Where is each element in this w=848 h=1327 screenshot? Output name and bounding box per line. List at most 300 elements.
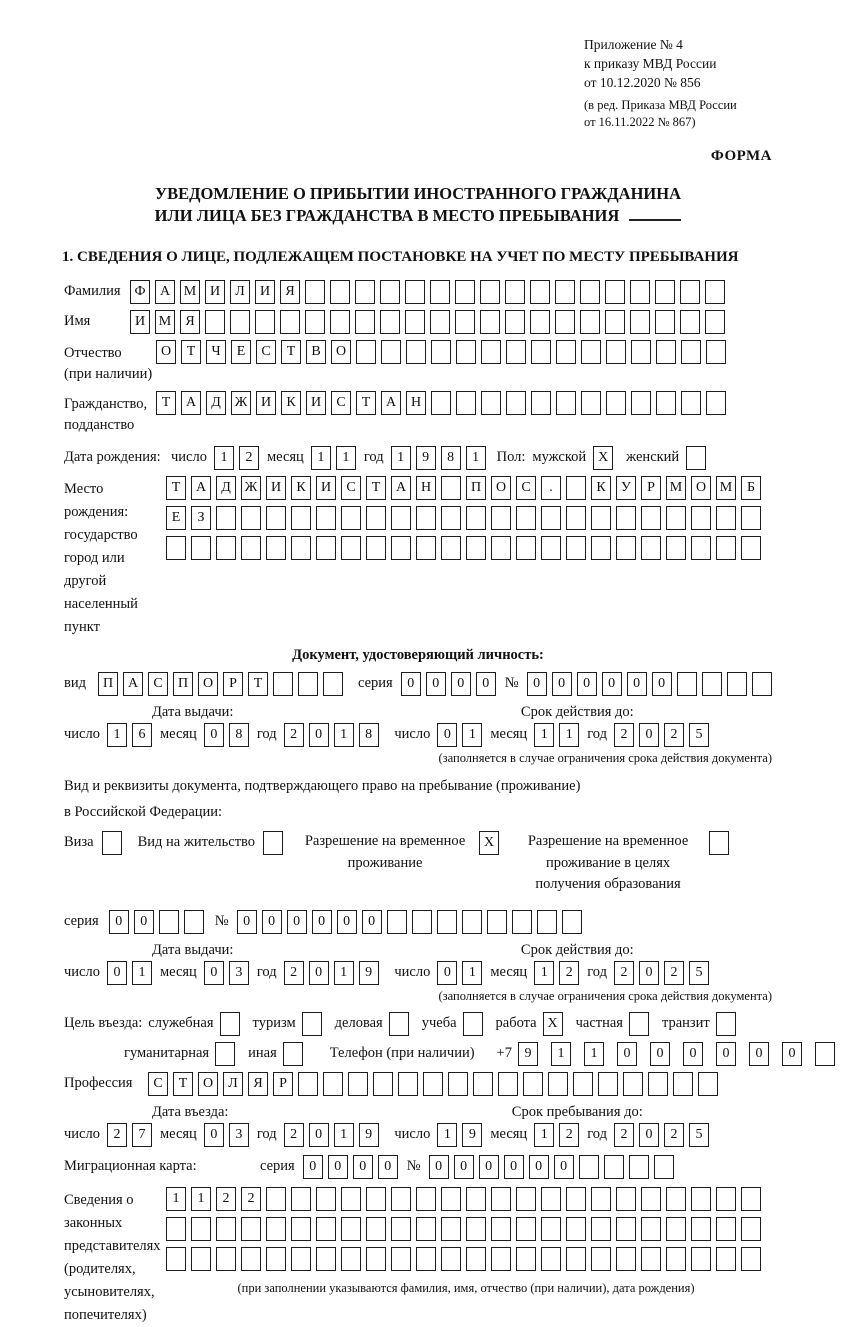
char-cell[interactable]: [205, 310, 225, 334]
char-cell[interactable]: А: [123, 672, 143, 696]
char-cell[interactable]: [480, 310, 500, 334]
char-cell[interactable]: [456, 391, 476, 415]
char-cell[interactable]: [616, 536, 636, 560]
char-cell[interactable]: [266, 536, 286, 560]
char-cell[interactable]: [641, 536, 661, 560]
char-cell[interactable]: Я: [248, 1072, 268, 1096]
purpose-study-checkbox[interactable]: [463, 1012, 483, 1036]
char-cell[interactable]: [591, 1187, 611, 1211]
char-cell[interactable]: [591, 1247, 611, 1271]
char-cell[interactable]: [391, 1217, 411, 1241]
char-cell[interactable]: [598, 1072, 618, 1096]
char-cell[interactable]: [656, 340, 676, 364]
char-cell[interactable]: [691, 1247, 711, 1271]
char-cell[interactable]: [541, 1217, 561, 1241]
char-cell[interactable]: [266, 1217, 286, 1241]
char-cell[interactable]: 2: [664, 961, 684, 985]
purpose-humanitarian-checkbox[interactable]: [215, 1042, 235, 1066]
char-cell[interactable]: 2: [284, 961, 304, 985]
char-cell[interactable]: Н: [416, 476, 436, 500]
char-cell[interactable]: 1: [534, 1123, 554, 1147]
char-cell[interactable]: [702, 672, 722, 696]
char-cell[interactable]: [291, 1187, 311, 1211]
char-cell[interactable]: 1: [334, 723, 354, 747]
char-cell[interactable]: [456, 340, 476, 364]
char-cell[interactable]: [691, 1217, 711, 1241]
char-cell[interactable]: [616, 1187, 636, 1211]
char-cell[interactable]: [741, 1187, 761, 1211]
char-cell[interactable]: 1: [551, 1042, 571, 1066]
char-cell[interactable]: [341, 1217, 361, 1241]
char-cell[interactable]: [681, 340, 701, 364]
char-cell[interactable]: 0: [749, 1042, 769, 1066]
char-cell[interactable]: И: [256, 391, 276, 415]
char-cell[interactable]: [541, 1187, 561, 1211]
char-cell[interactable]: [677, 672, 697, 696]
char-cell[interactable]: [815, 1042, 835, 1066]
char-cell[interactable]: М: [716, 476, 736, 500]
char-cell[interactable]: С: [516, 476, 536, 500]
char-cell[interactable]: 0: [479, 1155, 499, 1179]
char-cell[interactable]: Д: [216, 476, 236, 500]
char-cell[interactable]: [556, 391, 576, 415]
purpose-work-checkbox[interactable]: X: [543, 1012, 563, 1036]
char-cell[interactable]: [516, 1187, 536, 1211]
char-cell[interactable]: [741, 536, 761, 560]
char-cell[interactable]: [566, 536, 586, 560]
char-cell[interactable]: 0: [602, 672, 622, 696]
char-cell[interactable]: 6: [132, 723, 152, 747]
char-cell[interactable]: [441, 506, 461, 530]
char-cell[interactable]: Е: [166, 506, 186, 530]
char-cell[interactable]: 0: [454, 1155, 474, 1179]
char-cell[interactable]: [616, 1247, 636, 1271]
char-cell[interactable]: [356, 340, 376, 364]
char-cell[interactable]: [416, 1247, 436, 1271]
char-cell[interactable]: Е: [231, 340, 251, 364]
char-cell[interactable]: 1: [214, 446, 234, 470]
char-cell[interactable]: [166, 536, 186, 560]
char-cell[interactable]: [531, 391, 551, 415]
char-cell[interactable]: О: [491, 476, 511, 500]
char-cell[interactable]: 0: [639, 961, 659, 985]
char-cell[interactable]: [566, 1217, 586, 1241]
char-cell[interactable]: 0: [617, 1042, 637, 1066]
char-cell[interactable]: И: [130, 310, 150, 334]
char-cell[interactable]: [680, 310, 700, 334]
char-cell[interactable]: [505, 280, 525, 304]
char-cell[interactable]: [412, 910, 432, 934]
char-cell[interactable]: [666, 1187, 686, 1211]
char-cell[interactable]: 1: [336, 446, 356, 470]
char-cell[interactable]: [606, 340, 626, 364]
char-cell[interactable]: [341, 506, 361, 530]
char-cell[interactable]: 0: [204, 1123, 224, 1147]
char-cell[interactable]: [616, 1217, 636, 1241]
char-cell[interactable]: С: [148, 672, 168, 696]
char-cell[interactable]: Ч: [206, 340, 226, 364]
char-cell[interactable]: [706, 340, 726, 364]
char-cell[interactable]: [355, 280, 375, 304]
char-cell[interactable]: [630, 280, 650, 304]
char-cell[interactable]: 0: [627, 672, 647, 696]
char-cell[interactable]: О: [198, 672, 218, 696]
char-cell[interactable]: [716, 1247, 736, 1271]
char-cell[interactable]: [741, 506, 761, 530]
char-cell[interactable]: [655, 280, 675, 304]
char-cell[interactable]: [705, 280, 725, 304]
char-cell[interactable]: [348, 1072, 368, 1096]
char-cell[interactable]: [159, 910, 179, 934]
char-cell[interactable]: [541, 1247, 561, 1271]
char-cell[interactable]: [641, 1247, 661, 1271]
char-cell[interactable]: [398, 1072, 418, 1096]
char-cell[interactable]: [666, 1217, 686, 1241]
char-cell[interactable]: [691, 506, 711, 530]
char-cell[interactable]: 2: [664, 723, 684, 747]
char-cell[interactable]: 0: [426, 672, 446, 696]
char-cell[interactable]: [216, 1217, 236, 1241]
char-cell[interactable]: Т: [181, 340, 201, 364]
char-cell[interactable]: [431, 391, 451, 415]
char-cell[interactable]: [605, 310, 625, 334]
char-cell[interactable]: [481, 391, 501, 415]
char-cell[interactable]: [241, 506, 261, 530]
char-cell[interactable]: С: [148, 1072, 168, 1096]
char-cell[interactable]: [655, 310, 675, 334]
char-cell[interactable]: [555, 280, 575, 304]
char-cell[interactable]: [466, 1217, 486, 1241]
char-cell[interactable]: 1: [559, 723, 579, 747]
char-cell[interactable]: [184, 910, 204, 934]
char-cell[interactable]: М: [180, 280, 200, 304]
char-cell[interactable]: 0: [504, 1155, 524, 1179]
char-cell[interactable]: 0: [650, 1042, 670, 1066]
char-cell[interactable]: И: [306, 391, 326, 415]
char-cell[interactable]: Б: [741, 476, 761, 500]
char-cell[interactable]: 9: [359, 1123, 379, 1147]
char-cell[interactable]: 0: [262, 910, 282, 934]
char-cell[interactable]: 1: [534, 723, 554, 747]
char-cell[interactable]: 0: [577, 672, 597, 696]
char-cell[interactable]: [441, 1217, 461, 1241]
char-cell[interactable]: 1: [311, 446, 331, 470]
char-cell[interactable]: 0: [312, 910, 332, 934]
char-cell[interactable]: [505, 310, 525, 334]
char-cell[interactable]: [466, 506, 486, 530]
char-cell[interactable]: [166, 1217, 186, 1241]
char-cell[interactable]: [431, 340, 451, 364]
char-cell[interactable]: [716, 1187, 736, 1211]
char-cell[interactable]: [216, 506, 236, 530]
char-cell[interactable]: 8: [229, 723, 249, 747]
char-cell[interactable]: А: [181, 391, 201, 415]
char-cell[interactable]: 2: [241, 1187, 261, 1211]
char-cell[interactable]: 0: [683, 1042, 703, 1066]
char-cell[interactable]: [466, 536, 486, 560]
char-cell[interactable]: 0: [451, 672, 471, 696]
char-cell[interactable]: 0: [362, 910, 382, 934]
char-cell[interactable]: 0: [554, 1155, 574, 1179]
char-cell[interactable]: С: [341, 476, 361, 500]
char-cell[interactable]: [291, 536, 311, 560]
char-cell[interactable]: [191, 1247, 211, 1271]
char-cell[interactable]: 8: [441, 446, 461, 470]
char-cell[interactable]: [530, 310, 550, 334]
char-cell[interactable]: Т: [156, 391, 176, 415]
char-cell[interactable]: И: [266, 476, 286, 500]
char-cell[interactable]: 1: [166, 1187, 186, 1211]
char-cell[interactable]: 2: [284, 1123, 304, 1147]
char-cell[interactable]: 9: [462, 1123, 482, 1147]
char-cell[interactable]: 5: [689, 1123, 709, 1147]
char-cell[interactable]: 9: [359, 961, 379, 985]
char-cell[interactable]: Ж: [241, 476, 261, 500]
char-cell[interactable]: 1: [437, 1123, 457, 1147]
char-cell[interactable]: [698, 1072, 718, 1096]
char-cell[interactable]: 0: [782, 1042, 802, 1066]
char-cell[interactable]: [516, 1217, 536, 1241]
char-cell[interactable]: [656, 391, 676, 415]
char-cell[interactable]: [516, 1247, 536, 1271]
char-cell[interactable]: [523, 1072, 543, 1096]
char-cell[interactable]: [406, 340, 426, 364]
char-cell[interactable]: 0: [107, 961, 127, 985]
char-cell[interactable]: 1: [462, 723, 482, 747]
char-cell[interactable]: [666, 506, 686, 530]
char-cell[interactable]: [491, 1187, 511, 1211]
char-cell[interactable]: 2: [614, 961, 634, 985]
char-cell[interactable]: П: [173, 672, 193, 696]
char-cell[interactable]: Т: [366, 476, 386, 500]
char-cell[interactable]: [706, 391, 726, 415]
char-cell[interactable]: [241, 1217, 261, 1241]
char-cell[interactable]: [455, 280, 475, 304]
char-cell[interactable]: Т: [356, 391, 376, 415]
sex-female-checkbox[interactable]: [686, 446, 706, 470]
char-cell[interactable]: [381, 340, 401, 364]
char-cell[interactable]: 0: [309, 723, 329, 747]
char-cell[interactable]: 0: [309, 961, 329, 985]
char-cell[interactable]: [630, 310, 650, 334]
char-cell[interactable]: О: [331, 340, 351, 364]
char-cell[interactable]: [487, 910, 507, 934]
char-cell[interactable]: А: [381, 391, 401, 415]
char-cell[interactable]: [466, 1247, 486, 1271]
char-cell[interactable]: 1: [534, 961, 554, 985]
char-cell[interactable]: [462, 910, 482, 934]
temp-residence-checkbox[interactable]: X: [479, 831, 499, 855]
char-cell[interactable]: [316, 1247, 336, 1271]
char-cell[interactable]: [437, 910, 457, 934]
char-cell[interactable]: .: [541, 476, 561, 500]
char-cell[interactable]: [298, 1072, 318, 1096]
char-cell[interactable]: [448, 1072, 468, 1096]
char-cell[interactable]: В: [306, 340, 326, 364]
char-cell[interactable]: [579, 1155, 599, 1179]
char-cell[interactable]: [330, 310, 350, 334]
char-cell[interactable]: [405, 280, 425, 304]
char-cell[interactable]: [498, 1072, 518, 1096]
visa-checkbox[interactable]: [102, 831, 122, 855]
char-cell[interactable]: 0: [639, 723, 659, 747]
char-cell[interactable]: 0: [716, 1042, 736, 1066]
char-cell[interactable]: [716, 1217, 736, 1241]
char-cell[interactable]: [516, 506, 536, 530]
char-cell[interactable]: [605, 280, 625, 304]
char-cell[interactable]: [580, 310, 600, 334]
char-cell[interactable]: [473, 1072, 493, 1096]
char-cell[interactable]: [391, 1187, 411, 1211]
char-cell[interactable]: Я: [280, 280, 300, 304]
char-cell[interactable]: [273, 672, 293, 696]
char-cell[interactable]: 0: [476, 672, 496, 696]
char-cell[interactable]: 9: [416, 446, 436, 470]
char-cell[interactable]: Р: [273, 1072, 293, 1096]
char-cell[interactable]: [366, 506, 386, 530]
char-cell[interactable]: [673, 1072, 693, 1096]
char-cell[interactable]: 0: [337, 910, 357, 934]
char-cell[interactable]: [481, 340, 501, 364]
char-cell[interactable]: [531, 340, 551, 364]
char-cell[interactable]: 0: [204, 723, 224, 747]
char-cell[interactable]: 1: [462, 961, 482, 985]
char-cell[interactable]: [562, 910, 582, 934]
char-cell[interactable]: [380, 280, 400, 304]
char-cell[interactable]: Л: [230, 280, 250, 304]
char-cell[interactable]: 2: [559, 961, 579, 985]
char-cell[interactable]: [166, 1247, 186, 1271]
char-cell[interactable]: [516, 536, 536, 560]
char-cell[interactable]: [491, 1247, 511, 1271]
char-cell[interactable]: [441, 536, 461, 560]
char-cell[interactable]: [341, 1247, 361, 1271]
char-cell[interactable]: [230, 310, 250, 334]
char-cell[interactable]: 0: [437, 961, 457, 985]
char-cell[interactable]: 2: [664, 1123, 684, 1147]
char-cell[interactable]: [566, 476, 586, 500]
purpose-business-checkbox[interactable]: [389, 1012, 409, 1036]
char-cell[interactable]: 1: [391, 446, 411, 470]
char-cell[interactable]: 1: [334, 1123, 354, 1147]
char-cell[interactable]: Ф: [130, 280, 150, 304]
char-cell[interactable]: [291, 1217, 311, 1241]
char-cell[interactable]: 7: [132, 1123, 152, 1147]
char-cell[interactable]: Д: [206, 391, 226, 415]
char-cell[interactable]: 0: [237, 910, 257, 934]
char-cell[interactable]: А: [191, 476, 211, 500]
char-cell[interactable]: [330, 280, 350, 304]
char-cell[interactable]: [455, 310, 475, 334]
char-cell[interactable]: [430, 280, 450, 304]
char-cell[interactable]: [430, 310, 450, 334]
char-cell[interactable]: 0: [328, 1155, 348, 1179]
char-cell[interactable]: П: [466, 476, 486, 500]
char-cell[interactable]: О: [156, 340, 176, 364]
char-cell[interactable]: 2: [559, 1123, 579, 1147]
char-cell[interactable]: 0: [401, 672, 421, 696]
char-cell[interactable]: [216, 1247, 236, 1271]
char-cell[interactable]: А: [391, 476, 411, 500]
char-cell[interactable]: Р: [641, 476, 661, 500]
char-cell[interactable]: К: [291, 476, 311, 500]
purpose-official-checkbox[interactable]: [220, 1012, 240, 1036]
char-cell[interactable]: [566, 1247, 586, 1271]
char-cell[interactable]: [716, 536, 736, 560]
purpose-other-checkbox[interactable]: [283, 1042, 303, 1066]
char-cell[interactable]: [266, 1187, 286, 1211]
char-cell[interactable]: 0: [134, 910, 154, 934]
char-cell[interactable]: [616, 506, 636, 530]
char-cell[interactable]: [441, 476, 461, 500]
char-cell[interactable]: [541, 506, 561, 530]
char-cell[interactable]: С: [256, 340, 276, 364]
char-cell[interactable]: [606, 391, 626, 415]
char-cell[interactable]: 0: [303, 1155, 323, 1179]
char-cell[interactable]: [705, 310, 725, 334]
char-cell[interactable]: [305, 310, 325, 334]
char-cell[interactable]: [556, 340, 576, 364]
char-cell[interactable]: [604, 1155, 624, 1179]
char-cell[interactable]: [541, 536, 561, 560]
char-cell[interactable]: 1: [107, 723, 127, 747]
char-cell[interactable]: Т: [166, 476, 186, 500]
char-cell[interactable]: [581, 340, 601, 364]
char-cell[interactable]: [648, 1072, 668, 1096]
char-cell[interactable]: [366, 1217, 386, 1241]
char-cell[interactable]: [680, 280, 700, 304]
char-cell[interactable]: [266, 1247, 286, 1271]
char-cell[interactable]: 3: [229, 1123, 249, 1147]
char-cell[interactable]: [580, 280, 600, 304]
char-cell[interactable]: [255, 310, 275, 334]
char-cell[interactable]: 0: [527, 672, 547, 696]
char-cell[interactable]: 0: [353, 1155, 373, 1179]
char-cell[interactable]: [641, 1217, 661, 1241]
char-cell[interactable]: [355, 310, 375, 334]
char-cell[interactable]: 1: [334, 961, 354, 985]
char-cell[interactable]: [555, 310, 575, 334]
char-cell[interactable]: [241, 1247, 261, 1271]
char-cell[interactable]: И: [205, 280, 225, 304]
char-cell[interactable]: [641, 1187, 661, 1211]
char-cell[interactable]: 2: [239, 446, 259, 470]
char-cell[interactable]: О: [198, 1072, 218, 1096]
char-cell[interactable]: [291, 506, 311, 530]
char-cell[interactable]: [316, 1187, 336, 1211]
char-cell[interactable]: М: [155, 310, 175, 334]
char-cell[interactable]: З: [191, 506, 211, 530]
char-cell[interactable]: 1: [466, 446, 486, 470]
char-cell[interactable]: [491, 536, 511, 560]
char-cell[interactable]: 2: [614, 723, 634, 747]
char-cell[interactable]: 2: [284, 723, 304, 747]
purpose-tourism-checkbox[interactable]: [302, 1012, 322, 1036]
char-cell[interactable]: [631, 340, 651, 364]
char-cell[interactable]: [298, 672, 318, 696]
char-cell[interactable]: [323, 672, 343, 696]
char-cell[interactable]: 1: [584, 1042, 604, 1066]
char-cell[interactable]: 2: [107, 1123, 127, 1147]
char-cell[interactable]: [366, 1247, 386, 1271]
char-cell[interactable]: [548, 1072, 568, 1096]
char-cell[interactable]: [581, 391, 601, 415]
char-cell[interactable]: [716, 506, 736, 530]
char-cell[interactable]: [191, 1217, 211, 1241]
char-cell[interactable]: [423, 1072, 443, 1096]
char-cell[interactable]: О: [691, 476, 711, 500]
char-cell[interactable]: 5: [689, 723, 709, 747]
